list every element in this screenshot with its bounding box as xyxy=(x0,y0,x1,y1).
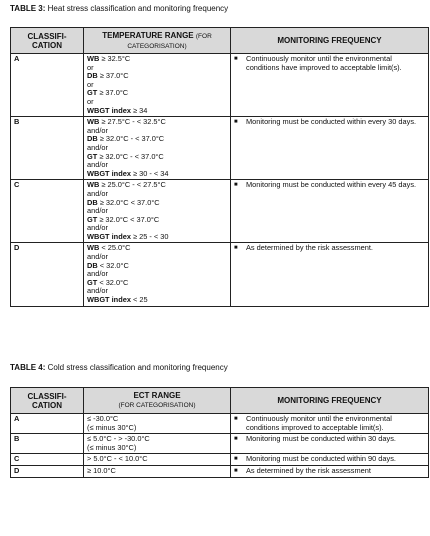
range-value: < 32.0°C xyxy=(97,277,129,287)
range-value: ≥ 32.0°C - < 37.0°C xyxy=(97,151,164,161)
range-parameter: GT xyxy=(87,214,98,224)
table-row xyxy=(11,54,429,117)
header-classification: CLASSIFI- CATION xyxy=(11,28,84,54)
range-value: and/or xyxy=(87,125,108,135)
range-value: ≥ 37.0°C xyxy=(97,71,129,81)
header-temperature-range-note: (FOR CATEGORISATION) xyxy=(127,32,212,50)
range-parameter: DB xyxy=(87,134,98,144)
range-parameter: GT xyxy=(87,277,98,287)
range-line xyxy=(87,72,227,81)
table3-caption-text: Heat stress classification and monitoring frequency xyxy=(47,4,229,13)
monitoring-cell xyxy=(231,54,429,117)
classification-cell: C xyxy=(11,180,84,243)
monitoring-text: Monitoring must be conducted within 90 days. xyxy=(246,454,396,464)
range-value: ≥ 25.0°C - < 27.5°C xyxy=(99,180,166,190)
table-row xyxy=(11,243,429,306)
range-line xyxy=(87,233,227,242)
classification-cell: A xyxy=(11,54,84,117)
range-value: ≥ 30 - < 34 xyxy=(130,168,169,178)
range-value: ≥ 32.0°C < 37.0°C xyxy=(97,197,160,207)
bullet-icon: ■ xyxy=(234,182,238,189)
ect-range-cell xyxy=(84,434,231,454)
temperature-range-cell xyxy=(84,243,231,306)
range-value: ≥ 32.0°C < 37.0°C xyxy=(97,214,160,224)
classification-cell: B xyxy=(11,117,84,180)
monitoring-cell xyxy=(231,117,429,180)
table-row xyxy=(11,414,429,434)
range-value: and/or xyxy=(87,286,108,296)
temperature-range-cell xyxy=(84,180,231,243)
classification-cell: A xyxy=(11,414,84,434)
range-line: ≤ 5.0°C - > -30.0°C xyxy=(87,434,150,444)
range-line xyxy=(87,170,227,179)
range-value: ≥ 37.0°C xyxy=(97,88,129,98)
monitoring-text: As determined by the risk assessment. xyxy=(246,243,373,253)
header-ect-range xyxy=(84,388,231,414)
table-row xyxy=(11,180,429,243)
header-monitoring-frequency: MONITORING FREQUENCY xyxy=(231,28,429,54)
range-parameter: WB xyxy=(87,54,100,63)
ect-range-cell xyxy=(84,465,231,477)
range-value: ≥ 25 - < 30 xyxy=(130,231,169,241)
range-parameter: GT xyxy=(87,88,98,98)
table4-caption-text: Cold stress classification and monitoring frequency xyxy=(47,363,228,372)
range-parameter: DB xyxy=(87,197,98,207)
range-parameter: WBGT index xyxy=(87,295,131,305)
header-ect-range-label: ECT RANGE xyxy=(133,391,181,400)
range-value: and/or xyxy=(87,206,108,216)
header-temperature-range-label: TEMPERATURE RANGE xyxy=(102,30,194,40)
range-value: or xyxy=(87,79,94,89)
range-parameter: WB xyxy=(87,117,100,127)
table-row xyxy=(11,465,429,477)
range-value: ≥ 32.0°C - < 37.0°C xyxy=(97,134,165,144)
range-line xyxy=(87,296,227,305)
table3-caption xyxy=(10,4,228,13)
range-parameter: DB xyxy=(87,260,98,270)
range-parameter: WB xyxy=(87,180,100,190)
range-line xyxy=(87,118,227,127)
range-line xyxy=(87,107,227,116)
range-line: ≥ 10.0°C xyxy=(87,465,116,475)
range-value: and/or xyxy=(87,252,108,262)
table4-caption xyxy=(10,363,228,372)
table-row xyxy=(11,454,429,466)
monitoring-text: Continuously monitor until the environmental conditions have improved to acceptable limit(s). xyxy=(246,54,402,72)
range-line: (≤ minus 30°C) xyxy=(87,442,137,452)
range-parameter: WBGT index xyxy=(87,105,131,115)
range-parameter: WB xyxy=(87,243,100,253)
range-value: and/or xyxy=(87,160,108,170)
header-classification: CLASSIFI- CATION xyxy=(11,388,84,414)
bullet-icon: ■ xyxy=(234,245,238,252)
monitoring-text: Monitoring must be conducted within every 30 days. xyxy=(246,117,417,127)
bullet-icon: ■ xyxy=(234,119,238,126)
header-ect-range-note: (FOR CATEGORISATION) xyxy=(118,402,196,409)
monitoring-cell xyxy=(231,454,429,466)
range-line xyxy=(87,89,227,98)
range-value: < 25.0°C xyxy=(99,243,131,253)
ect-range-cell xyxy=(84,454,231,466)
table3-caption-label: TABLE 3: xyxy=(10,4,46,13)
table-row xyxy=(11,117,429,180)
bullet-icon: ■ xyxy=(234,416,238,422)
range-parameter: WBGT index xyxy=(87,168,131,178)
range-line xyxy=(87,153,227,162)
monitoring-cell xyxy=(231,434,429,454)
bullet-icon: ■ xyxy=(234,436,238,443)
header-monitoring-frequency: MONITORING FREQUENCY xyxy=(231,388,429,414)
range-line xyxy=(87,181,227,190)
range-line xyxy=(87,135,227,144)
range-value: and/or xyxy=(87,188,108,198)
monitoring-text: Monitoring must be conducted within 30 days. xyxy=(246,434,396,444)
table-row xyxy=(11,434,429,454)
range-value: ≥ 34 xyxy=(130,105,148,115)
monitoring-text: Continuously monitor until the environmental conditions improved to acceptable limit(s). xyxy=(246,414,392,432)
range-parameter: DB xyxy=(87,71,98,81)
range-line xyxy=(87,199,227,208)
bullet-icon: ■ xyxy=(234,456,238,463)
range-value: ≥ 27.5°C - < 32.5°C xyxy=(99,117,166,127)
range-parameter: GT xyxy=(87,151,98,161)
range-value: ≥ 32.5°C xyxy=(99,54,131,63)
monitoring-cell xyxy=(231,243,429,306)
cold-stress-table xyxy=(10,387,429,478)
monitoring-text: Monitoring must be conducted within every 45 days. xyxy=(246,180,417,190)
range-line xyxy=(87,279,227,288)
range-value: and/or xyxy=(87,223,108,233)
temperature-range-cell xyxy=(84,54,231,117)
range-value: and/or xyxy=(87,142,108,152)
range-value: or xyxy=(87,96,94,106)
heat-stress-table xyxy=(10,27,429,307)
range-line xyxy=(87,244,227,253)
range-value: < 25 xyxy=(130,295,148,305)
monitoring-cell xyxy=(231,180,429,243)
range-line: (≤ minus 30°C) xyxy=(87,422,137,432)
table4-caption-label: TABLE 4: xyxy=(10,363,46,372)
classification-cell: D xyxy=(11,465,84,477)
monitoring-cell xyxy=(231,414,429,434)
range-value: and/or xyxy=(87,269,108,279)
range-parameter: WBGT index xyxy=(87,231,131,241)
range-value: or xyxy=(87,62,94,72)
classification-cell: B xyxy=(11,434,84,454)
classification-cell: D xyxy=(11,243,84,306)
range-line: ≤ -30.0°C xyxy=(87,414,119,423)
temperature-range-cell xyxy=(84,117,231,180)
bullet-icon: ■ xyxy=(234,467,238,474)
range-value: < 32.0°C xyxy=(97,260,129,270)
classification-cell: C xyxy=(11,454,84,466)
range-line xyxy=(87,55,227,64)
header-temperature-range xyxy=(84,28,231,54)
monitoring-cell xyxy=(231,465,429,477)
ect-range-cell xyxy=(84,414,231,434)
range-line xyxy=(87,262,227,271)
range-line: > 5.0°C - < 10.0°C xyxy=(87,454,148,464)
bullet-icon: ■ xyxy=(234,56,238,62)
monitoring-text: As determined by the risk assessment xyxy=(246,465,371,475)
range-line xyxy=(87,216,227,225)
